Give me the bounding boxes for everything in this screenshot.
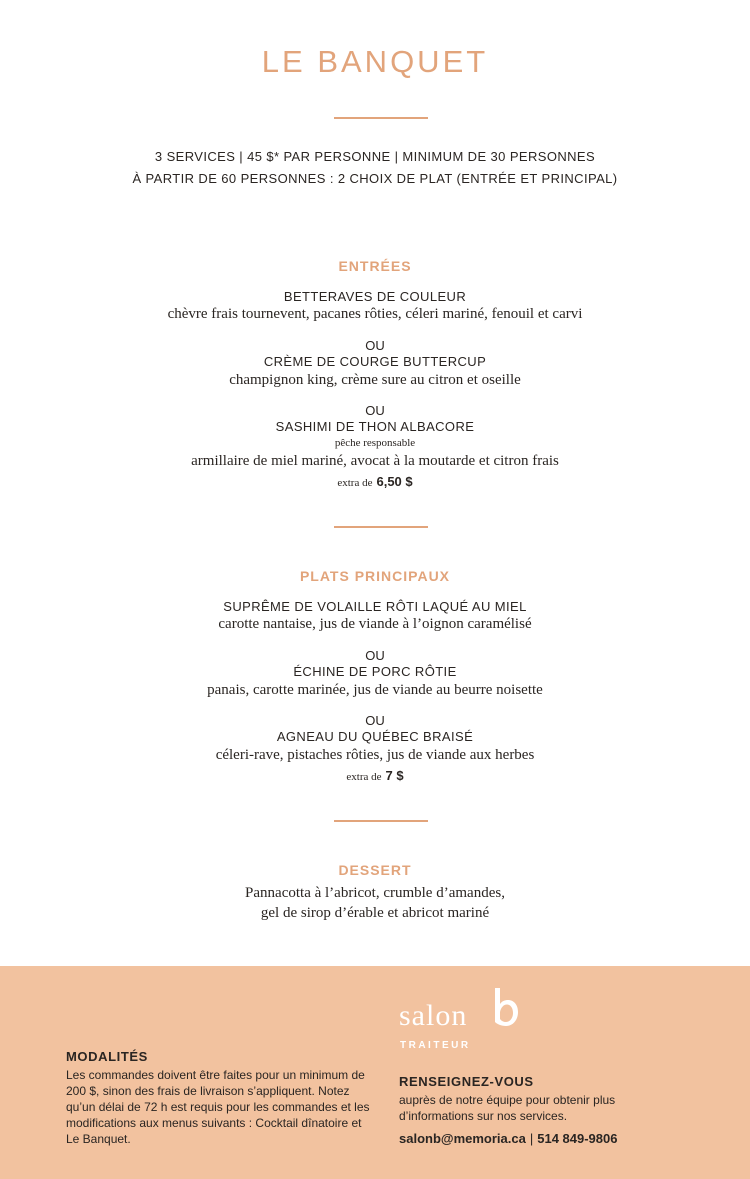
section-heading-entrees: ENTRÉES <box>338 258 412 274</box>
dish-name: SUPRÊME DE VOLAILLE RÔTI LAQUÉ AU MIEL <box>223 599 527 614</box>
modalites-text: Les commandes doivent être faites pour un minimum de 200 $, sinon des frais de livraison s’appliquent. Notez qu’un délai de 72 h est requis pour les commandes et les modifications aux menus suivants : Cocktail dînatoire et Le Banquet. <box>66 1068 370 1146</box>
salon-b-logo <box>399 986 539 1056</box>
page-title: LE BANQUET <box>261 44 489 79</box>
divider <box>334 820 428 822</box>
extra-label: extra de <box>346 771 382 783</box>
or-separator: OU <box>365 338 385 353</box>
section-heading-dessert: DESSERT <box>338 862 412 878</box>
or-separator: OU <box>365 648 385 663</box>
contact-line <box>399 1131 617 1146</box>
extra-price: 6,50 $ <box>376 474 413 489</box>
dessert-description-line-2: gel de sirop d’érable et abricot mariné <box>260 905 490 921</box>
dish-note: pêche responsable <box>334 437 416 449</box>
logo-tagline: TRAITEUR <box>400 1040 471 1051</box>
dish-name: ÉCHINE DE PORC RÔTIE <box>293 664 457 679</box>
dish-description: champignon king, crème sure au citron et oseille <box>229 372 521 388</box>
dish-description: panais, carotte marinée, jus de viande au beurre noisette <box>207 682 543 698</box>
b-mark-icon <box>493 988 519 1026</box>
choice-info: À PARTIR DE 60 PERSONNES : 2 CHOIX DE PLAT (ENTRÉE ET PRINCIPAL) <box>132 171 618 186</box>
services-info: 3 SERVICES | 45 $* PAR PERSONNE | MINIMUM DE 30 PERSONNES <box>154 149 596 164</box>
dish-name: BETTERAVES DE COULEUR <box>283 289 467 304</box>
renseignez-heading: RENSEIGNEZ-VOUS <box>399 1074 534 1089</box>
dish-name: CRÈME DE COURGE BUTTERCUP <box>263 354 487 369</box>
contact-email[interactable]: salonb@memoria.ca <box>399 1131 526 1146</box>
logo-wordmark: salon <box>399 999 468 1032</box>
extra-charge <box>0 768 750 783</box>
dish-description: céleri-rave, pistaches rôties, jus de viande aux herbes <box>215 747 535 763</box>
extra-price: 7 $ <box>385 768 404 783</box>
dish-name: SASHIMI DE THON ALBACORE <box>275 419 475 434</box>
extra-label: extra de <box>337 477 373 489</box>
dish-description: chèvre frais tournevent, pacanes rôties, céleri mariné, fenouil et carvi <box>167 306 583 322</box>
section-heading-plats: PLATS PRINCIPAUX <box>299 568 451 584</box>
extra-charge <box>0 474 750 489</box>
divider <box>334 117 428 119</box>
footer-panel <box>0 966 750 1179</box>
dish-description: armillaire de miel mariné, avocat à la moutarde et citron frais <box>191 453 559 469</box>
or-separator: OU <box>365 713 385 728</box>
dish-description: carotte nantaise, jus de viande à l’oignon caramélisé <box>218 616 532 632</box>
renseignez-text: auprès de notre équipe pour obtenir plus d’informations sur nos services. <box>399 1093 616 1123</box>
or-separator: OU <box>365 403 385 418</box>
dish-name: AGNEAU DU QUÉBEC BRAISÉ <box>276 729 474 744</box>
contact-separator: | <box>529 1131 534 1146</box>
divider <box>334 526 428 528</box>
modalites-heading: MODALITÉS <box>66 1049 148 1064</box>
contact-phone[interactable]: 514 849-9806 <box>537 1131 618 1146</box>
dessert-description-line-1: Pannacotta à l’abricot, crumble d’amandes, <box>245 885 505 901</box>
